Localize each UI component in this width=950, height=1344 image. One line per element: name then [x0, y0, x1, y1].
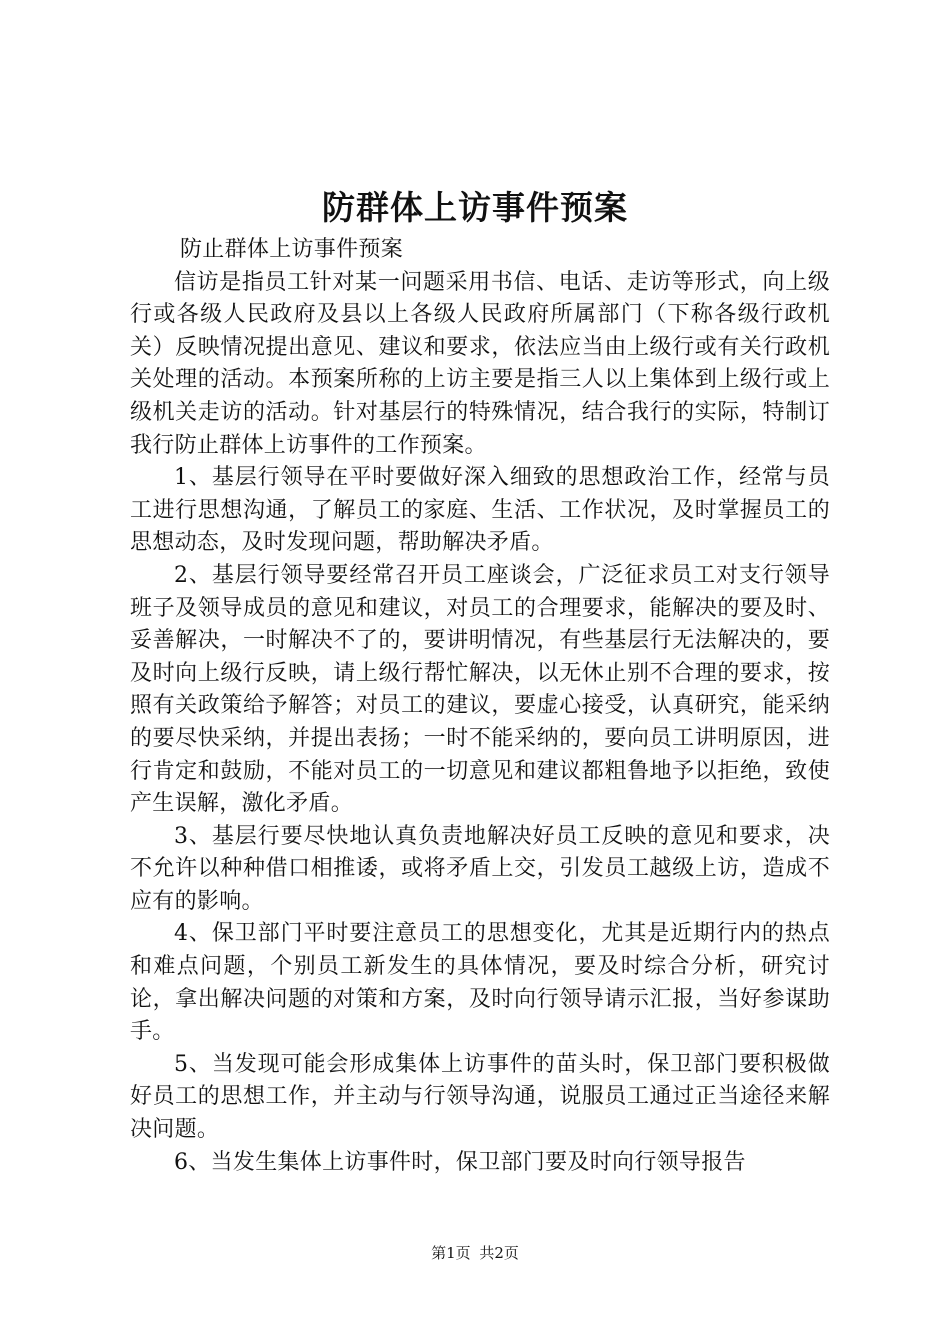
item-paragraph-6: 6、当发生集体上访事件时，保卫部门要及时向行领导报告: [174, 1149, 746, 1175]
item-paragraph-5: 5、当发现可能会形成集体上访事件的苗头时，保卫部门要积极做好员工的思想工作，并主动与行领导沟通，说服员工通过正当途径来解决问题。: [130, 1051, 830, 1143]
page-number: 第1页: [431, 1244, 471, 1262]
subtitle-paragraph: 防止群体上访事件预案: [180, 237, 404, 262]
item-paragraph-4: 4、保卫部门平时要注意员工的思想变化，尤其是近期行内的热点和难点问题，个别员工新发生的具体情况，要及时综合分析，研究讨论，拿出解决问题的对策和方案，及时向行领导请示汇报，当好参谋助手。: [130, 921, 830, 1045]
document-body: [130, 234, 830, 1179]
document-title: 防群体上访事件预案: [322, 188, 628, 227]
page-total: 共2页: [479, 1244, 519, 1262]
item-paragraph-2: 2、基层行领导要经常召开员工座谈会，广泛征求员工对支行领导班子及领导成员的意见和建议，对员工的合理要求，能解决的要及时、妥善解决，一时解决不了的，要讲明情况，有些基层行无法解决的，要及时向上级行反映，请上级行帮忙解决，以无休止别不合理的要求，按照有关政策给予解答；对员工的建议，要虚心接受，认真研究，能采纳的要尽快采纳，并提出表扬；一时不能采纳的，要向员工讲明原因，进行肯定和鼓励，不能对员工的一切意见和建议都粗鲁地予以拒绝，致使产生误解，激化矛盾。: [130, 562, 830, 817]
item-paragraph-1: 1、基层行领导在平时要做好深入细致的思想政治工作，经常与员工进行思想沟通，了解员工的家庭、生活、工作状况，及时掌握员工的思想动态，及时发现问题，帮助解决矛盾。: [130, 465, 830, 556]
page-footer: [0, 1242, 950, 1264]
item-paragraph-3: 3、基层行要尽快地认真负责地解决好员工反映的意见和要求，决不允许以种种借口相推诿，或将矛盾上交，引发员工越级上访，造成不应有的影响。: [130, 823, 830, 914]
intro-paragraph: 信访是指员工针对某一问题采用书信、电话、走访等形式，向上级行或各级人民政府及县以上各级人民政府所属部门（下称各级行政机关）反映情况提出意见、建议和要求，依法应当由上级行或有关行政机关处理的活动。本预案所称的上访主要是指三人以上集体到上级行或上级机关走访的活动。针对基层行的特殊情况，结合我行的实际，特制订我行防止群体上访事件的工作预案。: [130, 269, 830, 458]
